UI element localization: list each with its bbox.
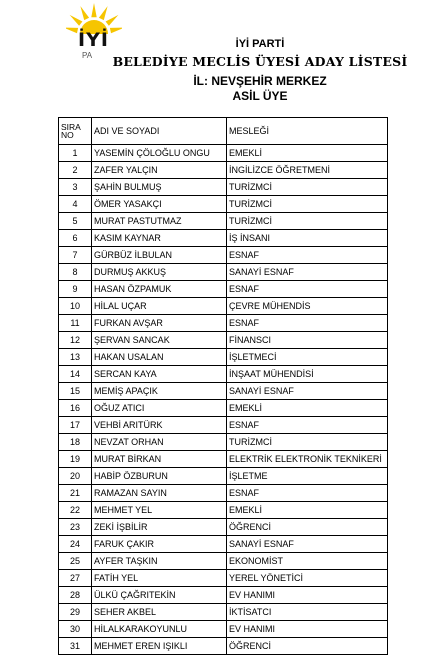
candidate-profession: İŞ İNSANI (227, 230, 388, 247)
row-number: 30 (59, 621, 92, 638)
row-number: 22 (59, 502, 92, 519)
province-line: İL: NEVŞEHİR MERKEZ (193, 74, 327, 88)
table-row (59, 315, 388, 332)
candidate-name: HASAN ÖZPAMUK (92, 281, 227, 298)
candidate-profession: SANAYİ ESNAF (227, 536, 388, 553)
candidate-profession: SANAYİ ESNAF (227, 264, 388, 281)
candidate-name: ZEKİ İŞBİLİR (92, 519, 227, 536)
sun-ray (66, 28, 78, 34)
column-header-no-line2: NO (61, 130, 74, 140)
candidate-profession: EMEKLİ (227, 145, 388, 162)
row-number: 13 (59, 349, 92, 366)
candidate-name: HAKAN USALAN (92, 349, 227, 366)
candidate-name: RAMAZAN SAYIN (92, 485, 227, 502)
row-number: 27 (59, 570, 92, 587)
candidate-name: ŞERVAN SANCAK (92, 332, 227, 349)
candidate-profession: İKTİSATCI (227, 604, 388, 621)
table-row (59, 638, 388, 655)
row-number: 7 (59, 247, 92, 264)
candidate-name: FATİH YEL (92, 570, 227, 587)
table-row (59, 162, 388, 179)
table-row (59, 536, 388, 553)
row-number: 20 (59, 468, 92, 485)
table-row (59, 196, 388, 213)
candidate-profession: ÖĞRENCİ (227, 638, 388, 655)
table-row (59, 400, 388, 417)
sun-ray (99, 6, 108, 20)
row-number: 14 (59, 366, 92, 383)
table-row (59, 519, 388, 536)
candidate-profession: EV HANIMI (227, 621, 388, 638)
column-header-job: MESLEĞİ (227, 118, 388, 145)
candidate-profession: İŞLETMECİ (227, 349, 388, 366)
candidate-name: HİLAL UÇAR (92, 298, 227, 315)
logo-subtext: PA (82, 51, 93, 60)
candidate-name: MURAT BİRKAN (92, 451, 227, 468)
table-row (59, 213, 388, 230)
membership-line: ASİL ÜYE (232, 89, 288, 103)
table-row (59, 145, 388, 162)
candidate-name: SEHER AKBEL (92, 604, 227, 621)
table-row (59, 570, 388, 587)
row-number: 1 (59, 145, 92, 162)
candidate-name: ÜLKÜ ÇAĞRITEKİN (92, 587, 227, 604)
row-number: 25 (59, 553, 92, 570)
row-number: 19 (59, 451, 92, 468)
row-number: 6 (59, 230, 92, 247)
candidate-name: FURKAN AVŞAR (92, 315, 227, 332)
candidate-profession: İNŞAAT MÜHENDİSİ (227, 366, 388, 383)
sun-ray (106, 15, 119, 26)
candidate-profession: ÖĞRENCİ (227, 519, 388, 536)
row-number: 24 (59, 536, 92, 553)
row-number: 16 (59, 400, 92, 417)
candidate-profession: TURİZMCİ (227, 196, 388, 213)
candidate-profession: TURİZMCİ (227, 434, 388, 451)
row-number: 5 (59, 213, 92, 230)
table-row (59, 621, 388, 638)
row-number: 15 (59, 383, 92, 400)
logo-wordmark: İYİ (78, 29, 109, 51)
candidate-name: MURAT PASTUTMAZ (92, 213, 227, 230)
candidate-profession: ESNAF (227, 485, 388, 502)
row-number: 8 (59, 264, 92, 281)
candidate-name: OĞUZ ATICI (92, 400, 227, 417)
candidate-profession: ÇEVRE MÜHENDİS (227, 298, 388, 315)
row-number: 31 (59, 638, 92, 655)
candidate-name: ÖMER YASAKÇI (92, 196, 227, 213)
row-number: 23 (59, 519, 92, 536)
candidate-name: FARUK ÇAKIR (92, 536, 227, 553)
table-row (59, 179, 388, 196)
candidate-table (58, 117, 388, 655)
table-row (59, 332, 388, 349)
row-number: 9 (59, 281, 92, 298)
sun-ray (70, 15, 83, 26)
table-header-row (59, 118, 388, 145)
candidate-profession: EMEKLİ (227, 502, 388, 519)
table-row (59, 366, 388, 383)
document-title: BELEDİYE MECLİS ÜYESİ ADAY LİSTESİ (112, 54, 408, 69)
row-number: 17 (59, 417, 92, 434)
candidate-name: VEHBİ ARITÜRK (92, 417, 227, 434)
candidate-name: HİLALKARAKOYUNLU (92, 621, 227, 638)
table-row (59, 264, 388, 281)
table-row (59, 230, 388, 247)
candidate-profession: YEREL YÖNETİCİ (227, 570, 388, 587)
candidate-profession: İŞLETME (227, 468, 388, 485)
candidate-name: AYFER TAŞKIN (92, 553, 227, 570)
table-row (59, 281, 388, 298)
row-number: 21 (59, 485, 92, 502)
candidate-profession: ESNAF (227, 247, 388, 264)
candidate-profession: ESNAF (227, 417, 388, 434)
table-row (59, 604, 388, 621)
table-row (59, 383, 388, 400)
table-row (59, 417, 388, 434)
candidate-name: HABİP ÖZBURUN (92, 468, 227, 485)
table-row (59, 468, 388, 485)
candidate-name: ŞAHİN BULMUŞ (92, 179, 227, 196)
row-number: 12 (59, 332, 92, 349)
row-number: 4 (59, 196, 92, 213)
sun-ray (91, 3, 96, 17)
table-row (59, 587, 388, 604)
row-number: 29 (59, 604, 92, 621)
table-row (59, 349, 388, 366)
row-number: 28 (59, 587, 92, 604)
candidate-name: SERCAN KAYA (92, 366, 227, 383)
candidate-profession: TURİZMCİ (227, 179, 388, 196)
candidate-profession: EV HANIMI (227, 587, 388, 604)
candidate-profession: SANAYİ ESNAF (227, 383, 388, 400)
candidate-name: MEHMET EREN IŞIKLI (92, 638, 227, 655)
table-row (59, 451, 388, 468)
row-number: 10 (59, 298, 92, 315)
candidate-name: NEVZAT ORHAN (92, 434, 227, 451)
sun-ray (110, 28, 122, 34)
column-header-no-line1: SIRA (61, 121, 81, 132)
table-row (59, 247, 388, 264)
candidate-name: GÜRBÜZ İLBULAN (92, 247, 227, 264)
candidate-name: MEHMET YEL (92, 502, 227, 519)
table-row (59, 553, 388, 570)
row-number: 3 (59, 179, 92, 196)
candidate-profession: EKONOMİST (227, 553, 388, 570)
candidate-name: ZAFER YALÇIN (92, 162, 227, 179)
row-number: 11 (59, 315, 92, 332)
candidate-profession: EMEKLİ (227, 400, 388, 417)
table-row (59, 434, 388, 451)
candidate-profession: İNGİLİZCE ÖĞRETMENİ (227, 162, 388, 179)
table-row (59, 502, 388, 519)
candidate-profession: ESNAF (227, 281, 388, 298)
table-row (59, 485, 388, 502)
candidate-profession: ESNAF (227, 315, 388, 332)
candidate-name: YASEMİN ÇÖLOĞLU ONGU (92, 145, 227, 162)
column-header-no (59, 118, 92, 145)
party-name: İYİ PARTİ (235, 38, 285, 50)
candidate-profession: ELEKTRİK ELEKTRONİK TEKNİKERİ (227, 451, 388, 468)
candidate-profession: FİNANSCI (227, 332, 388, 349)
sun-ray (80, 6, 89, 20)
row-number: 18 (59, 434, 92, 451)
row-number: 2 (59, 162, 92, 179)
candidate-profession: TURİZMCİ (227, 213, 388, 230)
column-header-name: ADI VE SOYADI (92, 118, 227, 145)
candidate-name: DURMUŞ AKKUŞ (92, 264, 227, 281)
candidate-name: KASIM KAYNAR (92, 230, 227, 247)
table-row (59, 298, 388, 315)
candidate-name: MEMİŞ APAÇIK (92, 383, 227, 400)
